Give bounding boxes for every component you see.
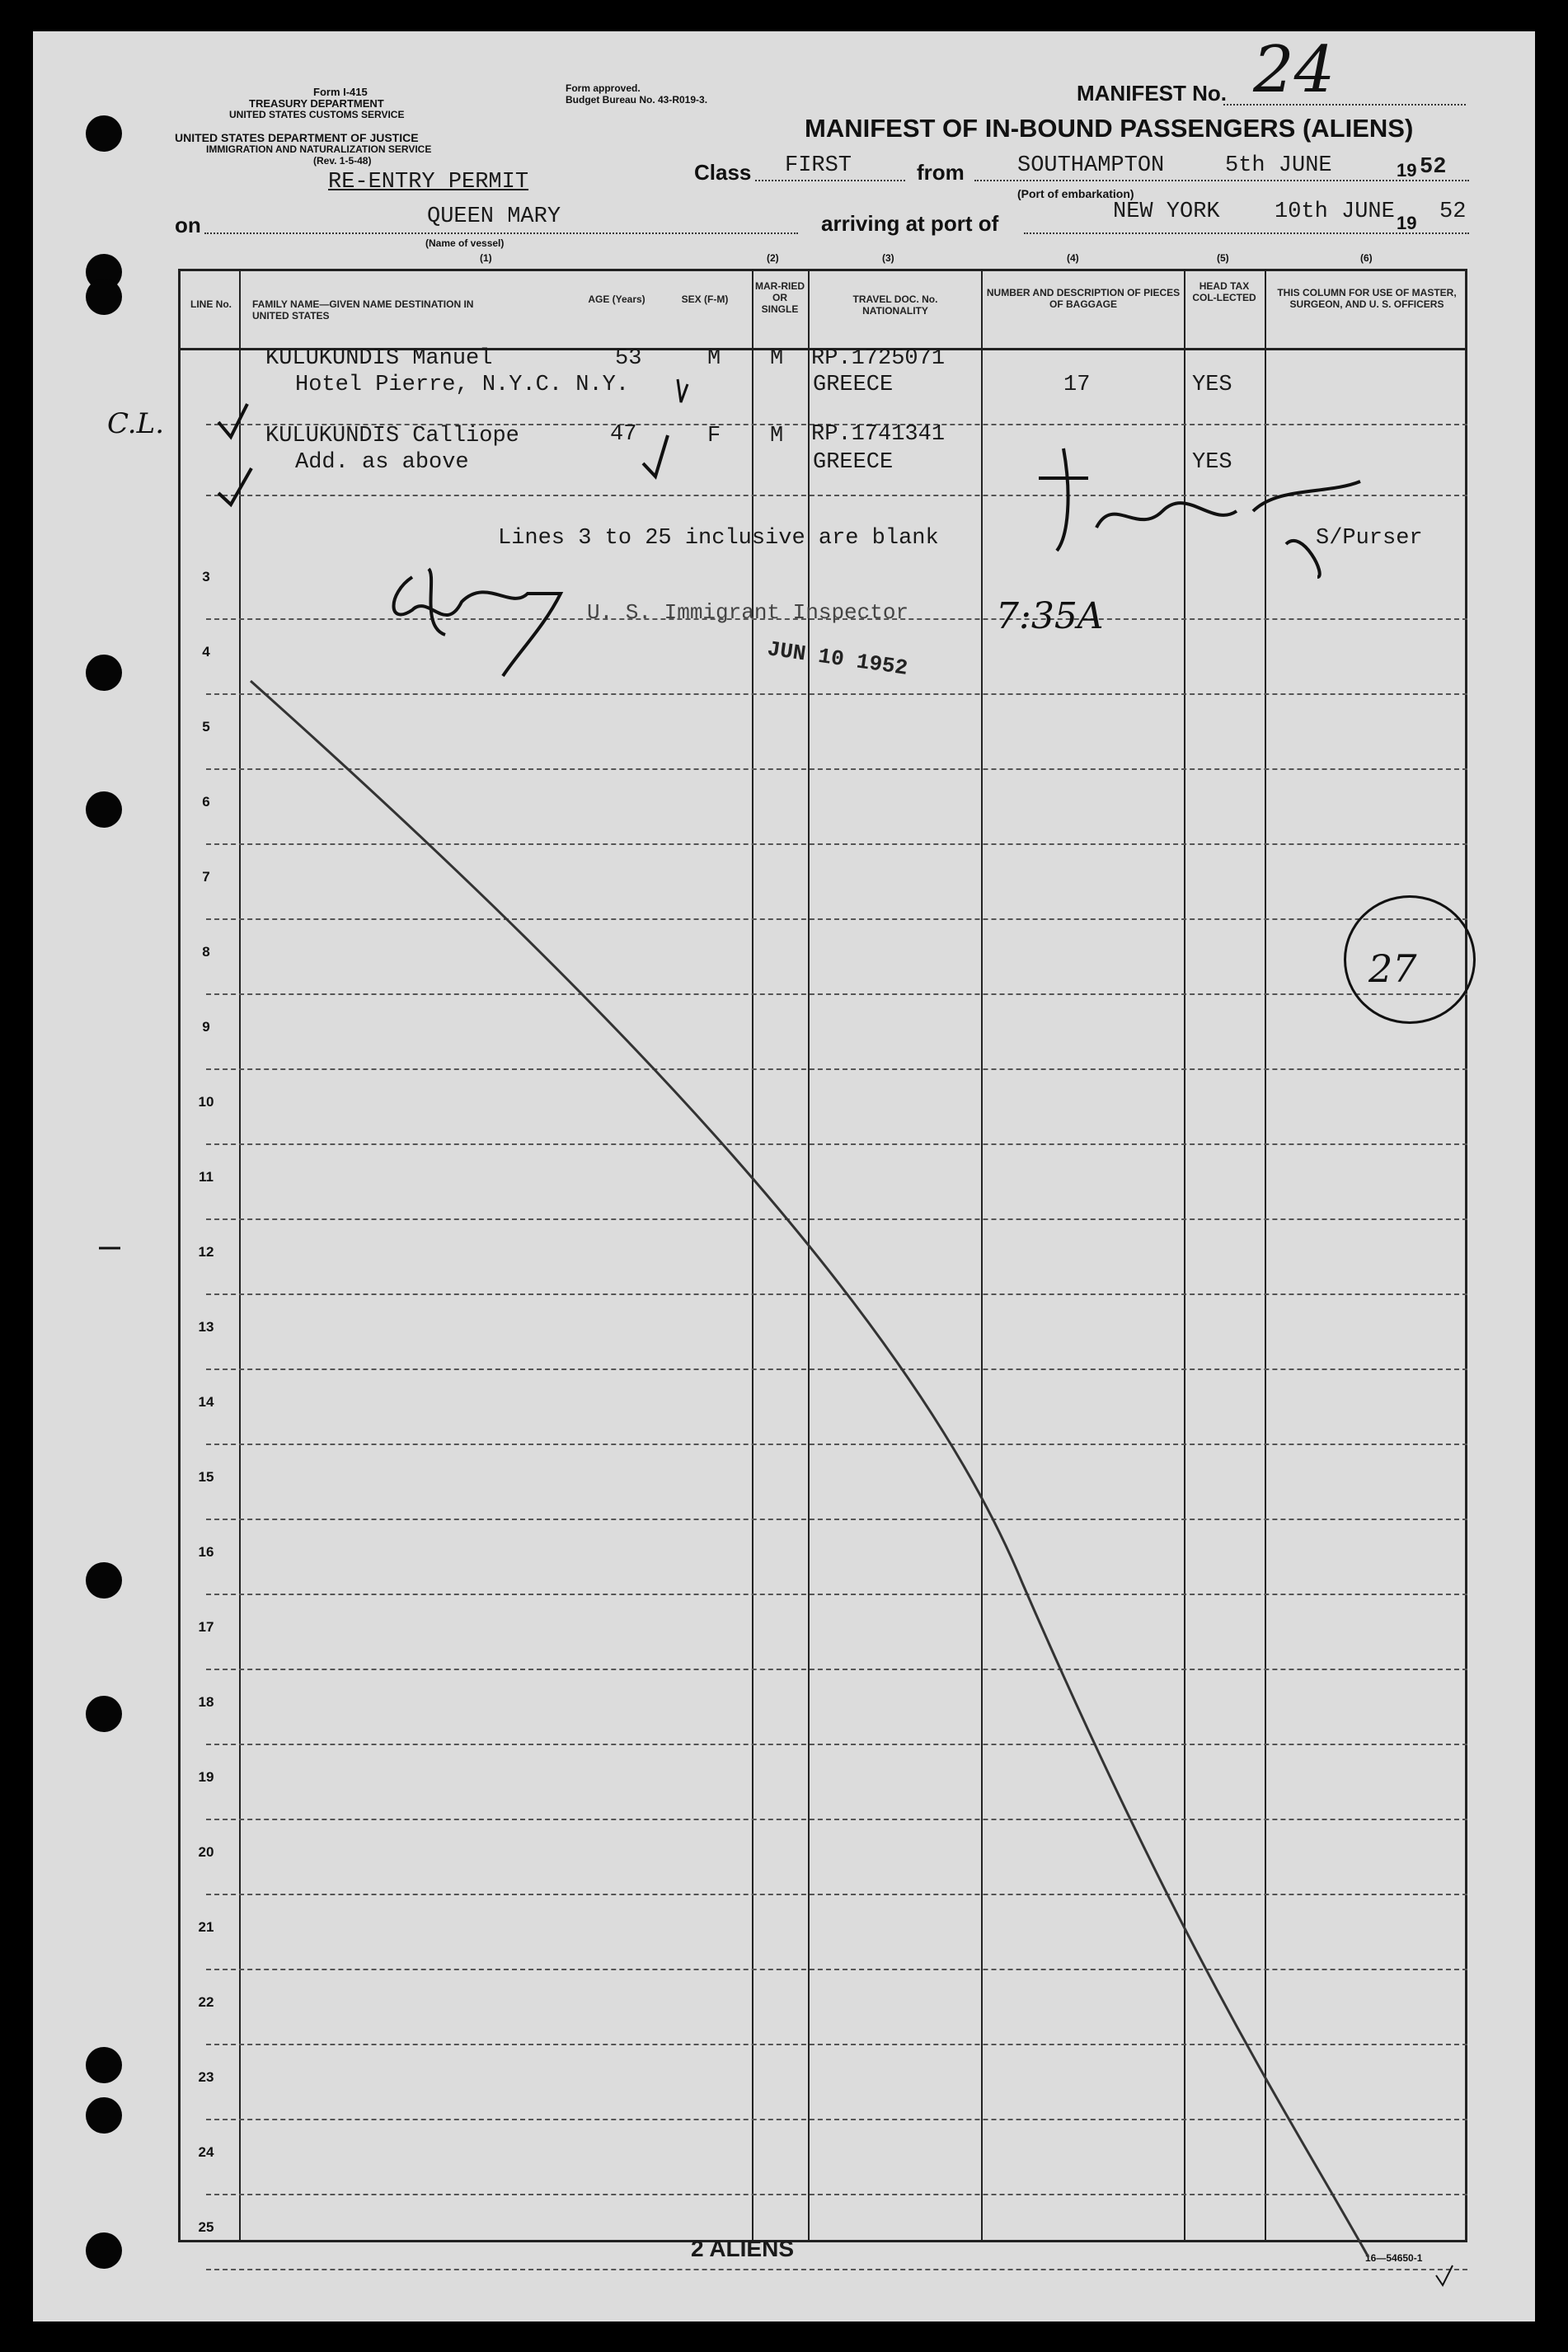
binder-hole	[86, 2047, 122, 2083]
binder-hole	[86, 1696, 122, 1732]
header-married	[753, 280, 806, 315]
arrival-year-prefix: 19	[1397, 213, 1417, 233]
dept-ins: IMMIGRATION AND NATURALIZATION SERVICE	[206, 143, 432, 155]
passenger-2-doc: RP.1741341	[811, 422, 946, 447]
purser-label: S/Purser	[1316, 526, 1423, 551]
row-number: 13	[198, 1319, 214, 1335]
row-separator	[206, 918, 1467, 920]
departure-date: 5th JUNE	[1225, 153, 1332, 178]
col-line-baggage-right	[1184, 269, 1185, 2242]
row-separator	[206, 693, 1467, 695]
alien-count: 2 ALIENS	[691, 2236, 794, 2261]
vessel-name: QUEEN MARY	[427, 204, 561, 229]
header-name-text: FAMILY NAME—GIVEN NAME DESTINATION IN UNITED STATES	[252, 298, 474, 322]
binder-hole	[86, 2232, 122, 2269]
blank-lines-note: Lines 3 to 25 inclusive are blank	[498, 526, 939, 551]
row-separator	[206, 1669, 1467, 1670]
manifest-no-line	[1223, 104, 1466, 106]
departure-year: 52	[1420, 155, 1447, 180]
row-number: 12	[198, 1244, 214, 1260]
binder-hole	[86, 279, 122, 315]
form-number: Form I-415	[313, 86, 368, 98]
row-separator	[206, 495, 1467, 496]
binder-hole	[86, 655, 122, 691]
date-stamp: JUN 10 1952	[765, 636, 909, 681]
passenger-1-nationality: GREECE	[813, 373, 894, 397]
class-label: Class	[694, 160, 752, 185]
from-value: SOUTHAMPTON	[1017, 153, 1165, 178]
col-line-lineno	[239, 269, 241, 2242]
circle-mark	[1344, 895, 1476, 1024]
row-separator	[206, 1444, 1467, 1445]
header-official-use-text: THIS COLUMN FOR USE OF MASTER, SURGEON, AND U. S. OFFICERS	[1277, 287, 1457, 310]
row-separator	[206, 1594, 1467, 1595]
row-separator	[206, 1293, 1467, 1295]
code-mark: 7:35A	[996, 595, 1104, 637]
passenger-1-marital: M	[770, 346, 784, 371]
row-separator	[206, 1143, 1467, 1145]
row-number: 18	[198, 1694, 214, 1710]
row-separator	[206, 1744, 1467, 1745]
passenger-2-nationality: GREECE	[813, 450, 894, 475]
row-number: 25	[198, 2219, 214, 2235]
passenger-2-sex: F	[707, 424, 721, 448]
row-number: 15	[198, 1469, 214, 1485]
col-num-6: (6)	[1360, 252, 1373, 264]
form-approved: Form approved.	[566, 82, 641, 94]
row-separator	[206, 1819, 1467, 1820]
binder-hole	[86, 791, 122, 828]
col-num-3: (3)	[882, 252, 894, 264]
on-label: on	[175, 213, 201, 237]
row-separator	[206, 1894, 1467, 1895]
row-number: 19	[198, 1769, 214, 1785]
col-num-5: (5)	[1217, 252, 1229, 264]
row-number: 17	[198, 1619, 214, 1635]
header-line-no-text: LINE No.	[190, 298, 232, 310]
vessel-caption: (Name of vessel)	[425, 237, 505, 249]
manifest-no-value: 24	[1253, 33, 1336, 107]
row-separator	[206, 1969, 1467, 1970]
margin-mark-cl: C.L.	[107, 407, 164, 440]
manifest-no-label: MANIFEST No.	[1077, 81, 1227, 106]
passenger-1-head-tax: YES	[1192, 373, 1232, 397]
header-head-tax-text: HEAD TAX COL-LECTED	[1192, 280, 1256, 303]
passenger-2-head-tax: YES	[1192, 450, 1232, 475]
row-separator	[206, 2194, 1467, 2195]
row-number: 23	[198, 2069, 214, 2085]
print-code: 16—54650-1	[1365, 2252, 1423, 2264]
binder-hole	[86, 2097, 122, 2134]
row-number: 21	[198, 1919, 214, 1935]
row-separator	[206, 1218, 1467, 1220]
header-baggage	[986, 287, 1181, 310]
form-rev: (Rev. 1-5-48)	[313, 155, 372, 167]
row-separator	[206, 1068, 1467, 1070]
passenger-2-marital: M	[770, 424, 784, 448]
row-number: 11	[199, 1169, 214, 1185]
port-embarkation-caption: (Port of embarkation)	[1017, 187, 1134, 200]
col-line-married-right	[808, 269, 810, 2242]
passenger-1-name: KULUKUNDIS Manuel	[265, 346, 493, 371]
dept-treasury: TREASURY DEPARTMENT	[249, 97, 384, 110]
page-title: MANIFEST OF IN-BOUND PASSENGERS (ALIENS)	[805, 114, 1414, 143]
row-separator	[206, 843, 1467, 845]
header-travel-doc-text: TRAVEL DOC. No. NATIONALITY	[852, 293, 938, 317]
header-sex-text: SEX (F-M)	[681, 293, 729, 305]
col-line-married-left	[752, 269, 753, 2242]
budget-bureau: Budget Bureau No. 43-R019-3.	[566, 94, 708, 106]
class-line	[755, 180, 905, 181]
arrival-date: 10th JUNE	[1275, 200, 1395, 224]
header-name	[252, 298, 491, 322]
header-line-no	[186, 298, 236, 310]
row-separator	[206, 1368, 1467, 1370]
row-number: 16	[198, 1544, 214, 1560]
dept-justice: UNITED STATES DEPARTMENT OF JUSTICE	[175, 131, 419, 144]
row-separator	[206, 2044, 1467, 2045]
passenger-2-age: 47	[610, 422, 637, 447]
header-head-tax	[1187, 280, 1261, 303]
passenger-1-destination: Hotel Pierre, N.Y.C. N.Y.	[295, 373, 630, 397]
from-line	[974, 180, 1469, 181]
from-label: from	[917, 160, 965, 185]
passenger-1-sex: M	[707, 346, 721, 371]
row-number: 8	[202, 944, 210, 960]
binder-hole	[86, 1562, 122, 1599]
col-num-2: (2)	[767, 252, 779, 264]
immigrant-inspector-label: U. S. Immigrant Inspector	[587, 600, 909, 625]
row-separator	[206, 993, 1467, 995]
col-line-doc-right	[981, 269, 983, 2242]
row-number: 7	[202, 869, 210, 885]
passenger-2-destination: Add. as above	[295, 450, 469, 475]
row-separator	[206, 2269, 1467, 2270]
row-number: 20	[198, 1844, 214, 1860]
row-number: 10	[198, 1094, 214, 1110]
row-number: 9	[202, 1019, 210, 1035]
col-num-4: (4)	[1067, 252, 1079, 264]
vessel-line	[204, 232, 798, 234]
header-age	[577, 293, 656, 305]
row-number: 24	[198, 2144, 214, 2160]
circled-number: 27	[1368, 946, 1417, 991]
passenger-2-name: KULUKUNDIS Calliope	[265, 424, 519, 448]
departure-year-prefix: 19	[1397, 160, 1417, 181]
row-separator	[206, 2119, 1467, 2120]
passenger-1-doc: RP.1725071	[811, 346, 946, 371]
header-baggage-text: NUMBER AND DESCRIPTION OF PIECES OF BAGGAGE	[986, 287, 1181, 310]
header-married-text: MAR-RIED OR SINGLE	[755, 280, 805, 315]
row-separator	[206, 1519, 1467, 1520]
row-number: 6	[202, 794, 210, 810]
row-number: 14	[198, 1394, 214, 1410]
arrival-year: 52	[1439, 200, 1467, 224]
header-official-use	[1276, 287, 1458, 310]
arriving-label: arriving at port of	[821, 211, 999, 236]
header-sex	[678, 293, 732, 305]
header-travel-doc	[824, 293, 966, 317]
passenger-1-age: 53	[615, 346, 642, 371]
dept-customs: UNITED STATES CUSTOMS SERVICE	[229, 109, 405, 120]
binder-hole	[86, 115, 122, 152]
col-num-1: (1)	[480, 252, 492, 264]
table-frame	[178, 269, 1467, 2242]
row-number: 5	[202, 719, 210, 735]
row-number: 3	[202, 569, 210, 584]
arrival-port: NEW YORK	[1113, 200, 1220, 224]
row-number: 22	[198, 1994, 214, 2010]
row-separator	[206, 768, 1467, 770]
class-value: FIRST	[785, 153, 852, 178]
passenger-1-baggage: 17	[1063, 373, 1091, 397]
header-age-text: AGE (Years)	[588, 293, 646, 305]
reentry-permit-stamp: RE-ENTRY PERMIT	[328, 170, 529, 195]
row-number: 4	[202, 644, 210, 660]
col-line-tax-right	[1265, 269, 1266, 2242]
